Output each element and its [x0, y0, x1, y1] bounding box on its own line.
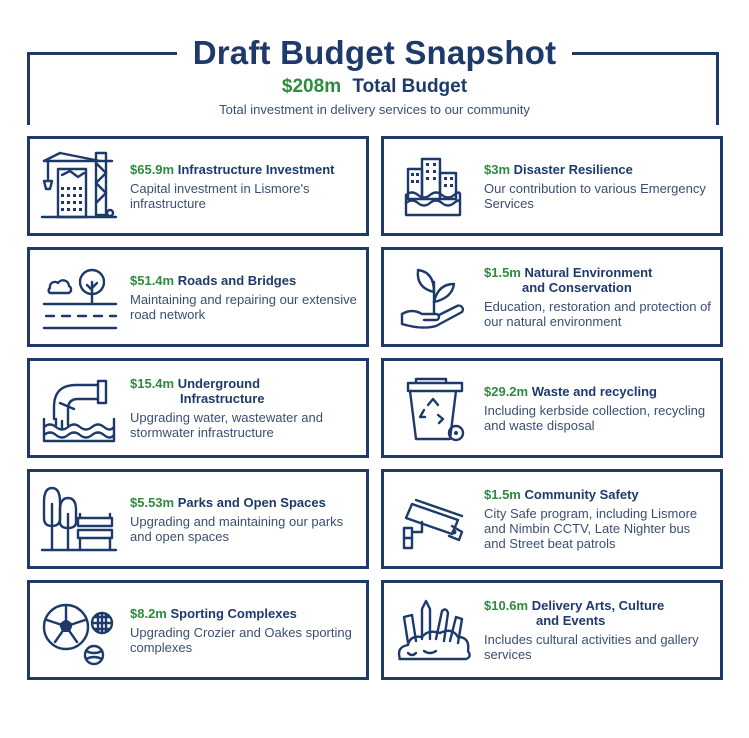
card-description: Includes cultural activities and gallery services — [484, 632, 699, 662]
road-tree-icon — [40, 262, 118, 334]
construction-crane-icon — [40, 151, 118, 223]
card-parks-and-open-spaces — [27, 469, 369, 569]
pipe-water-icon — [40, 373, 118, 445]
card-heading: $8.2m Sporting Complexes — [130, 605, 297, 621]
card-description: Upgrading and maintaining our parks and open spaces — [130, 513, 344, 544]
card-infrastructure-investment — [27, 136, 369, 236]
card-underground-infrastructure — [27, 358, 369, 458]
card-description: Upgrading water, wastewater and stormwater infrastructure — [130, 410, 323, 440]
card-description: City Safe program, including Lismore and Nimbin CCTV, Late Nighter bus and Street beat patrols — [484, 506, 698, 551]
cctv-camera-icon — [394, 484, 472, 556]
card-heading: $29.2m Waste and recycling — [484, 383, 657, 399]
art-supplies-icon — [394, 595, 472, 667]
card-heading: $15.4m Underground Infrastructure — [130, 376, 265, 406]
subtitle: Total investment in delivery services to our community — [219, 102, 530, 117]
card-heading: $51.4m Roads and Bridges — [130, 272, 297, 288]
hand-seedling-icon — [394, 262, 472, 334]
page-title: Draft Budget Snapshot — [0, 34, 749, 72]
card-delivery-arts-culture — [381, 580, 723, 680]
card-community-safety — [381, 469, 723, 569]
card-sporting-complexes — [27, 580, 369, 680]
sports-balls-icon — [40, 595, 118, 667]
card-waste-and-recycling — [381, 358, 723, 458]
card-description: Including kerbside collection, recycling and waste disposal — [484, 402, 706, 433]
card-description: Maintaining and repairing our extensive road network — [130, 291, 357, 322]
card-heading: $5.53m Parks and Open Spaces — [130, 494, 326, 510]
card-heading: $65.9m Infrastructure Investment — [130, 161, 335, 177]
card-heading: $1.5m Natural Environment and Conservation — [484, 265, 653, 295]
total-amount: $208m — [281, 76, 342, 97]
flood-buildings-icon — [394, 151, 472, 223]
total-label: Total Budget — [352, 76, 468, 97]
card-description: Our contribution to various Emergency Services — [484, 180, 706, 211]
card-natural-environment — [381, 247, 723, 347]
card-description: Capital investment in Lismore's infrastructure — [130, 180, 310, 211]
card-description: Education, restoration and protection of our natural environment — [484, 299, 711, 329]
card-disaster-resilience — [381, 136, 723, 236]
total-budget — [0, 76, 749, 98]
park-bench-icon — [40, 484, 118, 556]
card-heading: $1.5m Community Safety — [484, 487, 639, 502]
recycling-bin-icon — [394, 373, 472, 445]
card-roads-and-bridges — [27, 247, 369, 347]
card-description: Upgrading Crozier and Oakes sporting complexes — [130, 624, 352, 655]
card-heading: $10.6m Delivery Arts, Culture and Events — [484, 598, 665, 628]
card-heading: $3m Disaster Resilience — [484, 161, 633, 177]
